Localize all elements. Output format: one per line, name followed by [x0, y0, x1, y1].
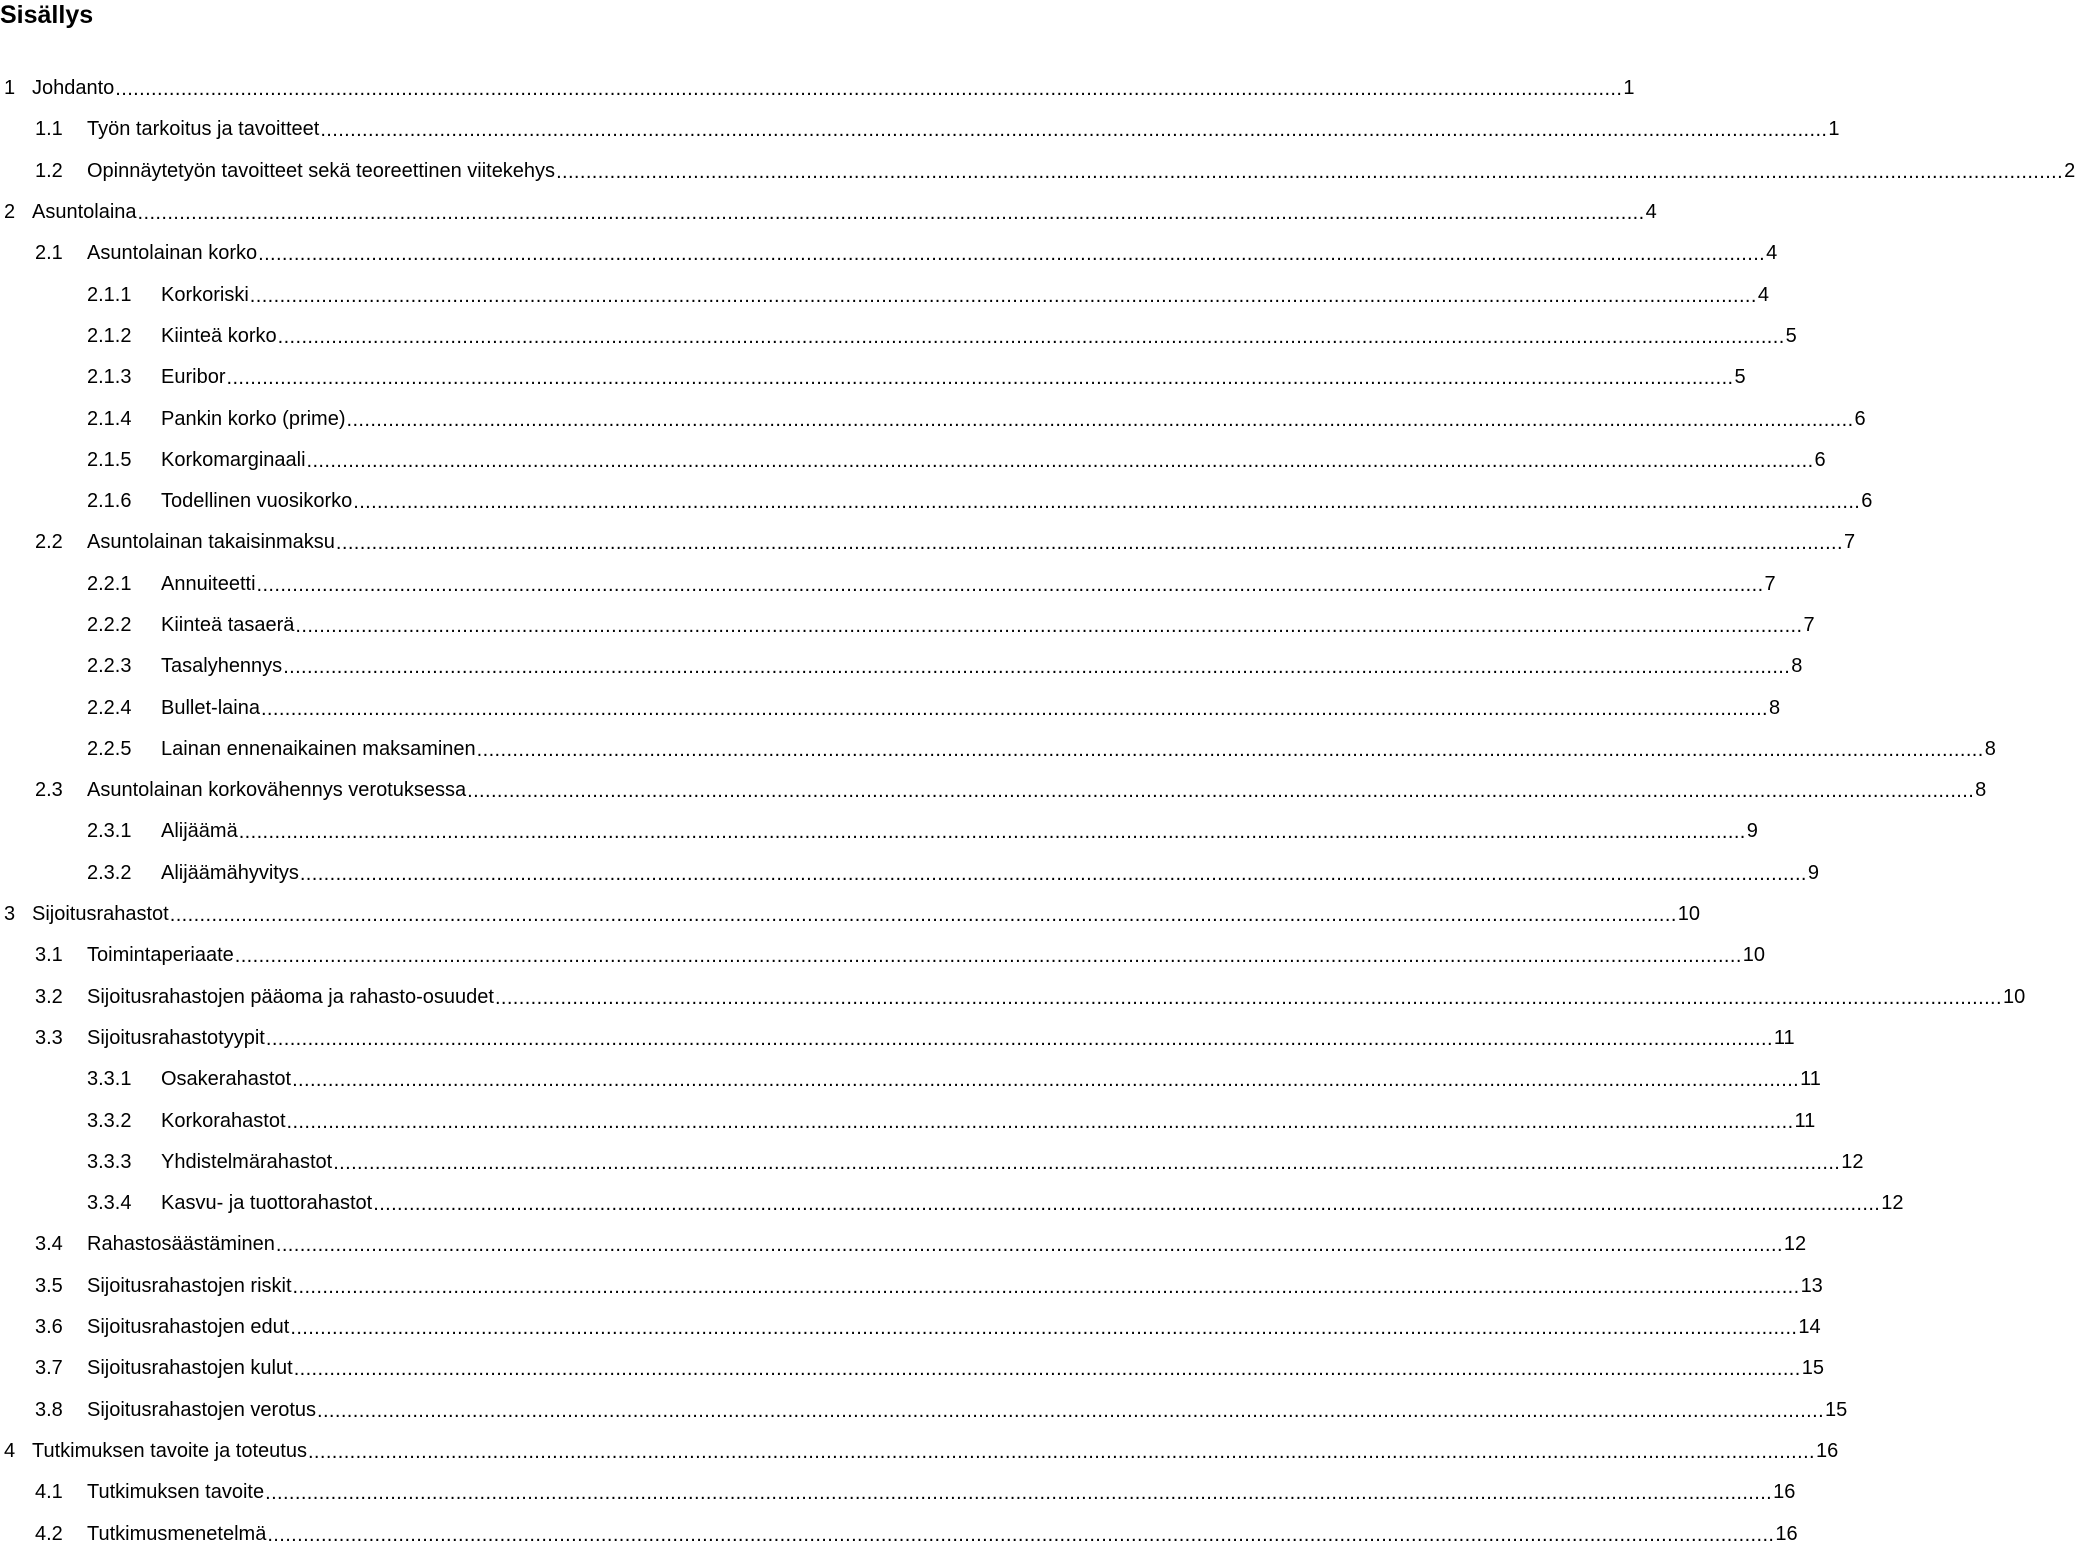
toc-page-number: 4: [1757, 283, 1769, 306]
toc-entry-number: 3.3.2: [87, 1109, 132, 1132]
toc-dot-leader: .............................................................................................................................................................................................................................................................: [258, 243, 1766, 266]
toc-entry[interactable]: [0, 811, 1758, 852]
toc-entry-number: 3.4: [35, 1233, 63, 1256]
toc-entry[interactable]: [0, 564, 1776, 605]
toc-dot-leader: .............................................................................................................................................................................................................................................................: [277, 325, 1785, 348]
toc-entry[interactable]: [0, 1390, 1848, 1431]
toc-entry[interactable]: [0, 1183, 1904, 1224]
toc-page-number: 15: [1801, 1357, 1824, 1380]
toc-page-number: 13: [1800, 1274, 1823, 1297]
toc-entry[interactable]: [0, 398, 1866, 439]
toc-entry-title: Lainan ennenaikainen maksaminen: [161, 737, 476, 760]
toc-entry[interactable]: [0, 853, 1819, 894]
toc-dot-leader: .............................................................................................................................................................................................................................................................: [265, 1482, 1773, 1505]
toc-dot-leader: .............................................................................................................................................................................................................................................................: [137, 202, 1645, 225]
toc-entry-title: Sijoitusrahastojen edut: [87, 1316, 290, 1339]
toc-page-number: 12: [1841, 1150, 1864, 1173]
toc-page-number: 9: [1746, 820, 1758, 843]
toc-dot-leader: .............................................................................................................................................................................................................................................................: [320, 119, 1828, 142]
toc-entry-number: 3.3.3: [87, 1150, 132, 1173]
toc-entry-title: Asuntolainan korko: [87, 242, 258, 265]
toc-page-number: 1: [1623, 77, 1635, 100]
toc-page-number: 12: [1783, 1233, 1807, 1256]
toc-entry-number: 2.2.2: [87, 614, 132, 636]
toc-dot-leader: .............................................................................................................................................................................................................................................................: [290, 1317, 1798, 1340]
toc-entry-number: 2.1: [35, 242, 63, 265]
toc-page-number: 16: [1773, 1481, 1796, 1504]
toc-entry[interactable]: [0, 646, 1803, 687]
toc-entry-number: 2.1.4: [87, 407, 132, 430]
toc-entry[interactable]: [0, 316, 1797, 357]
toc-entry-title: Tasalyhennys: [161, 655, 283, 678]
toc-entry-number: 3.1: [35, 944, 63, 967]
toc-entry[interactable]: [0, 1266, 1823, 1307]
toc-entry[interactable]: [0, 1307, 1821, 1348]
toc-entry[interactable]: [0, 1348, 1824, 1389]
toc-dot-leader: .............................................................................................................................................................................................................................................................: [283, 656, 1791, 679]
toc-entry[interactable]: [0, 687, 1781, 728]
toc-dot-leader: .............................................................................................................................................................................................................................................................: [333, 1151, 1841, 1174]
toc-dot-leader: .............................................................................................................................................................................................................................................................: [249, 284, 1757, 307]
toc-page-number: 14: [1798, 1316, 1821, 1339]
toc-dot-leader: .............................................................................................................................................................................................................................................................: [292, 1069, 1800, 1092]
toc-entry-title: Sijoitusrahastojen riskit: [87, 1274, 292, 1297]
toc-entry[interactable]: [0, 1059, 1821, 1100]
toc-entry-title: Asuntolainan korkovähennys verotuksessa: [87, 779, 467, 802]
toc-entry-number: 3: [4, 903, 16, 926]
toc-entry-title: Sijoitusrahastojen verotus: [87, 1398, 317, 1421]
toc-entry[interactable]: [0, 151, 2075, 192]
toc-entry[interactable]: [0, 1018, 1795, 1059]
toc-entry[interactable]: [0, 1100, 1816, 1141]
toc-page-number: 6: [1854, 407, 1866, 430]
toc-page-number: 2: [2064, 159, 2075, 182]
toc-entry-title: Korkomarginaali: [161, 448, 306, 471]
toc-entry-title: Työn tarkoitus ja tavoitteet: [87, 118, 320, 141]
toc-entry[interactable]: [0, 481, 1873, 522]
toc-entry-number: 3.3: [35, 1026, 63, 1049]
toc-page-number: 4: [1645, 201, 1657, 224]
toc-dot-leader: .............................................................................................................................................................................................................................................................: [292, 1275, 1800, 1298]
toc-entry-title: Rahastosäästäminen: [87, 1233, 275, 1256]
toc-page-number: 8: [1768, 696, 1781, 719]
toc-entry-number: 2.3: [35, 779, 63, 802]
toc-entry-title: Kasvu- ja tuottorahastot: [161, 1192, 373, 1215]
toc-page-number: 9: [1807, 861, 1819, 884]
toc-entry-number: 2.1.6: [87, 490, 132, 513]
toc-entry-title: Sijoitusrahastotyypit: [87, 1026, 265, 1049]
toc-entry[interactable]: [0, 522, 1856, 563]
toc-entry-number: 2.1.1: [87, 283, 132, 306]
toc-entry-title: Sijoitusrahastot: [32, 903, 169, 926]
toc-entry-number: 2.2: [35, 531, 63, 554]
toc-entry-number: 1: [4, 77, 16, 100]
toc-page-number: 7: [1803, 614, 1815, 636]
toc-dot-leader: .............................................................................................................................................................................................................................................................: [169, 904, 1677, 927]
toc-dot-leader: .............................................................................................................................................................................................................................................................: [373, 1193, 1881, 1216]
toc-page-number: 10: [1742, 944, 1766, 967]
toc-dot-leader: .............................................................................................................................................................................................................................................................: [286, 1110, 1794, 1133]
toc-dot-leader: .............................................................................................................................................................................................................................................................: [293, 1358, 1801, 1381]
toc-entry-title: Osakerahastot: [161, 1068, 292, 1091]
toc-dot-leader: .............................................................................................................................................................................................................................................................: [494, 986, 2002, 1009]
toc-page-number: 15: [1825, 1398, 1848, 1421]
toc-entry[interactable]: [0, 192, 1657, 233]
toc-entry[interactable]: [0, 274, 1769, 315]
toc-entry-number: 4.2: [35, 1522, 63, 1545]
toc-page-number: 11: [1800, 1068, 1821, 1091]
toc-dot-leader: .............................................................................................................................................................................................................................................................: [234, 945, 1742, 968]
toc-entry[interactable]: [0, 729, 1996, 770]
toc-entry-title: Euribor: [161, 366, 226, 389]
toc-entry-number: 3.7: [35, 1357, 63, 1380]
toc-entry-title: Tutkimusmenetelmä: [87, 1522, 267, 1545]
toc-entry-title: Alijäämähyvitys: [161, 861, 299, 884]
toc-page-number: 8: [1975, 779, 1987, 802]
toc-dot-leader: .............................................................................................................................................................................................................................................................: [307, 1440, 1815, 1463]
toc-entry-number: 3.3.1: [87, 1068, 132, 1091]
toc-dot-leader: .............................................................................................................................................................................................................................................................: [346, 408, 1854, 431]
toc-dot-leader: .............................................................................................................................................................................................................................................................: [467, 780, 1975, 803]
toc-dot-leader: .............................................................................................................................................................................................................................................................: [317, 1399, 1825, 1422]
toc-page-number: 10: [2002, 985, 2026, 1008]
table-of-contents: [0, 68, 2075, 1555]
toc-page-number: 10: [1677, 903, 1701, 926]
toc-entry[interactable]: [0, 894, 1701, 935]
toc-page-number: 6: [1861, 490, 1873, 513]
toc-entry[interactable]: [0, 935, 1766, 976]
toc-entry-number: 3.8: [35, 1398, 63, 1421]
toc-entry[interactable]: [0, 357, 1746, 398]
toc-entry-title: Sijoitusrahastojen kulut: [87, 1357, 293, 1380]
toc-entry-number: 2.3.2: [87, 861, 132, 884]
toc-dot-leader: .............................................................................................................................................................................................................................................................: [267, 1523, 1775, 1546]
toc-dot-leader: .............................................................................................................................................................................................................................................................: [226, 367, 1734, 390]
toc-dot-leader: .............................................................................................................................................................................................................................................................: [299, 862, 1807, 885]
toc-page-number: 4: [1766, 242, 1778, 265]
toc-entry[interactable]: [0, 1224, 1807, 1265]
toc-entry-title: Annuiteetti: [161, 572, 256, 595]
toc-entry-title: Toimintaperiaate: [87, 944, 234, 967]
toc-entry-title: Kiinteä korko: [161, 324, 277, 347]
toc-entry-title: Bullet-laina: [161, 696, 260, 719]
toc-entry-number: 3.2: [35, 985, 63, 1008]
toc-entry-number: 2.1.2: [87, 324, 132, 347]
toc-entry-title: Tutkimuksen tavoite ja toteutus: [32, 1439, 307, 1462]
toc-page-number: 11: [1794, 1109, 1816, 1132]
toc-entry-number: 2.2.1: [87, 572, 132, 595]
toc-entry-title: Korkorahastot: [161, 1109, 286, 1132]
toc-entry[interactable]: [0, 977, 2026, 1018]
toc-page-number: 5: [1734, 366, 1746, 389]
toc-page-number: 6: [1814, 448, 1826, 471]
toc-entry[interactable]: [0, 440, 1826, 481]
toc-dot-leader: .............................................................................................................................................................................................................................................................: [265, 1027, 1773, 1050]
toc-page-number: 12: [1881, 1192, 1904, 1215]
toc-dot-leader: .............................................................................................................................................................................................................................................................: [295, 615, 1803, 637]
toc-entry-title: Opinnäytetyön tavoitteet sekä teoreettinen viitekehys: [87, 159, 556, 182]
toc-dot-leader: .............................................................................................................................................................................................................................................................: [353, 491, 1861, 514]
toc-entry[interactable]: [0, 1431, 1839, 1472]
toc-page-number: 16: [1775, 1522, 1798, 1545]
toc-entry[interactable]: [0, 68, 1635, 109]
toc-entry-title: Asuntolaina: [32, 201, 137, 224]
toc-entry-title: Korkoriski: [161, 283, 249, 306]
toc-entry-number: 1.2: [35, 159, 63, 182]
toc-page-number: 7: [1843, 531, 1856, 554]
toc-entry-number: 2.1.5: [87, 448, 132, 471]
toc-entry[interactable]: [0, 1142, 1864, 1183]
toc-page-number: 7: [1764, 572, 1776, 595]
toc-entry-number: 3.3.4: [87, 1192, 132, 1215]
toc-entry-number: 3.6: [35, 1316, 63, 1339]
toc-dot-leader: .............................................................................................................................................................................................................................................................: [115, 78, 1623, 101]
toc-entry[interactable]: [0, 109, 1840, 150]
toc-dot-leader: .............................................................................................................................................................................................................................................................: [238, 821, 1746, 844]
toc-entry-number: 1.1: [35, 118, 63, 141]
toc-entry-title: Alijäämä: [161, 820, 238, 843]
toc-entry-number: 3.5: [35, 1274, 63, 1297]
toc-page-number: 5: [1785, 324, 1797, 347]
toc-entry-number: 2.2.4: [87, 696, 132, 719]
toc-entry-title: Todellinen vuosikorko: [161, 490, 353, 513]
toc-entry-title: Tutkimuksen tavoite: [87, 1481, 265, 1504]
toc-entry-title: Sijoitusrahastojen pääoma ja rahasto-osuudet: [87, 985, 494, 1008]
toc-entry-title: Asuntolainan takaisinmaksu: [87, 531, 335, 554]
toc-entry[interactable]: [0, 1513, 1798, 1554]
toc-entry-title: Yhdistelmärahastot: [161, 1150, 333, 1173]
toc-dot-leader: .............................................................................................................................................................................................................................................................: [306, 449, 1814, 472]
page-title: Sisällys: [0, 1, 94, 29]
toc-dot-leader: .............................................................................................................................................................................................................................................................: [556, 160, 2064, 183]
toc-entry-number: 2.2.3: [87, 655, 132, 678]
toc-entry-title: Kiinteä tasaerä: [161, 614, 295, 636]
toc-entry-number: 4: [4, 1439, 16, 1462]
toc-entry[interactable]: [0, 233, 1778, 274]
toc-entry-title: Pankin korko (prime): [161, 407, 346, 430]
toc-page-number: 11: [1773, 1026, 1795, 1049]
toc-page-number: 1: [1828, 118, 1840, 141]
toc-entry[interactable]: [0, 605, 1815, 646]
toc-page-number: 8: [1791, 655, 1803, 678]
toc-entry-number: 4.1: [35, 1481, 63, 1504]
toc-dot-leader: .............................................................................................................................................................................................................................................................: [476, 738, 1984, 761]
toc-entry[interactable]: [0, 1472, 1796, 1513]
toc-entry-number: 2.1.3: [87, 366, 132, 389]
toc-dot-leader: .............................................................................................................................................................................................................................................................: [260, 697, 1768, 720]
toc-entry-number: 2.3.1: [87, 820, 132, 843]
toc-entry[interactable]: [0, 770, 1987, 811]
toc-entry-number: 2: [4, 201, 16, 224]
toc-page-number: 8: [1984, 737, 1996, 760]
toc-dot-leader: .............................................................................................................................................................................................................................................................: [335, 532, 1843, 555]
toc-dot-leader: .............................................................................................................................................................................................................................................................: [275, 1234, 1783, 1257]
toc-entry-number: 2.2.5: [87, 737, 132, 760]
toc-page-number: 16: [1815, 1439, 1839, 1462]
toc-entry-title: Johdanto: [32, 77, 115, 100]
toc-dot-leader: .............................................................................................................................................................................................................................................................: [256, 573, 1764, 596]
